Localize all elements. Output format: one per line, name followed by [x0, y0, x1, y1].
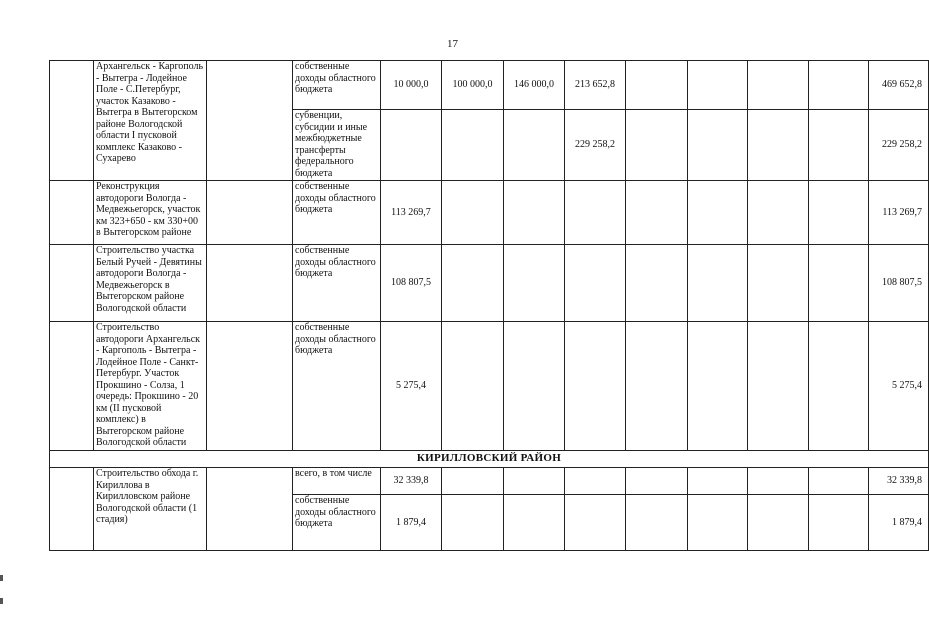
- row-number-cell: [50, 181, 94, 245]
- empty-cell: [688, 110, 748, 181]
- row-number-cell: [50, 468, 94, 551]
- blank-cell: [207, 61, 293, 181]
- empty-cell: [442, 110, 504, 181]
- value-cell: 1 879,4: [381, 495, 442, 551]
- scan-edge-mark: [0, 598, 3, 604]
- funding-source-cell: собственные доходы областного бюджета: [293, 61, 381, 110]
- total-cell: 1 879,4: [869, 495, 929, 551]
- empty-cell: [565, 181, 626, 245]
- empty-cell: [688, 61, 748, 110]
- scan-edge-mark: [0, 575, 3, 581]
- empty-cell: [504, 245, 565, 322]
- funding-source-cell: собственные доходы областного бюджета: [293, 322, 381, 451]
- empty-cell: [688, 322, 748, 451]
- value-cell: 100 000,0: [442, 61, 504, 110]
- empty-cell: [688, 181, 748, 245]
- empty-cell: [809, 495, 869, 551]
- empty-cell: [442, 495, 504, 551]
- funding-source-cell: собственные доходы областного бюджета: [293, 495, 381, 551]
- total-cell: 229 258,2: [869, 110, 929, 181]
- row-number-cell: [50, 61, 94, 181]
- empty-cell: [504, 181, 565, 245]
- funding-source-cell: собственные доходы областного бюджета: [293, 181, 381, 245]
- funding-source-cell: субвенции, субсидии и иные межбюджетные трансферты федерального бюджета: [293, 110, 381, 181]
- total-cell: 113 269,7: [869, 181, 929, 245]
- row-number-cell: [50, 245, 94, 322]
- table-row: [50, 468, 929, 495]
- budget-table: [49, 60, 929, 551]
- empty-cell: [381, 110, 442, 181]
- empty-cell: [626, 181, 688, 245]
- empty-cell: [809, 322, 869, 451]
- value-cell: 213 652,8: [565, 61, 626, 110]
- empty-cell: [809, 61, 869, 110]
- empty-cell: [442, 181, 504, 245]
- empty-cell: [748, 181, 809, 245]
- object-name-cell: Реконструкция автодороги Вологда - Медвежьегорск, участок км 323+650 - км 330+00 в Вытегорском районе: [94, 181, 207, 245]
- total-cell: 108 807,5: [869, 245, 929, 322]
- total-cell: 5 275,4: [869, 322, 929, 451]
- table-row: [50, 322, 929, 451]
- object-name-cell: Строительство обхода г. Кириллова в Кирилловском районе Вологодской области (1 стадия): [94, 468, 207, 551]
- empty-cell: [626, 468, 688, 495]
- value-cell: 229 258,2: [565, 110, 626, 181]
- empty-cell: [809, 110, 869, 181]
- empty-cell: [748, 495, 809, 551]
- empty-cell: [809, 468, 869, 495]
- funding-source-cell: собственные доходы областного бюджета: [293, 245, 381, 322]
- empty-cell: [504, 495, 565, 551]
- funding-source-cell: всего, в том числе: [293, 468, 381, 495]
- empty-cell: [504, 322, 565, 451]
- empty-cell: [565, 322, 626, 451]
- empty-cell: [626, 110, 688, 181]
- empty-cell: [565, 245, 626, 322]
- section-title: КИРИЛЛОВСКИЙ РАЙОН: [50, 451, 929, 468]
- blank-cell: [207, 181, 293, 245]
- object-name-cell: Архангельск - Каргополь - Вытегра - Лодейное Поле - С.Петербург, участок Казаково - Вытегра в Вытегорском районе Вологодской области I пусковой комплекс Казаково - Сухарево: [94, 61, 207, 181]
- empty-cell: [688, 245, 748, 322]
- table-row: [50, 181, 929, 245]
- empty-cell: [809, 245, 869, 322]
- empty-cell: [688, 495, 748, 551]
- empty-cell: [809, 181, 869, 245]
- empty-cell: [748, 245, 809, 322]
- empty-cell: [442, 322, 504, 451]
- empty-cell: [565, 495, 626, 551]
- page-number: 17: [447, 38, 458, 50]
- value-cell: 146 000,0: [504, 61, 565, 110]
- empty-cell: [748, 61, 809, 110]
- total-cell: 32 339,8: [869, 468, 929, 495]
- empty-cell: [442, 245, 504, 322]
- empty-cell: [565, 468, 626, 495]
- empty-cell: [504, 468, 565, 495]
- table-row: [50, 61, 929, 110]
- value-cell: 10 000,0: [381, 61, 442, 110]
- empty-cell: [626, 322, 688, 451]
- empty-cell: [748, 468, 809, 495]
- empty-cell: [626, 495, 688, 551]
- empty-cell: [748, 322, 809, 451]
- empty-cell: [626, 245, 688, 322]
- row-number-cell: [50, 322, 94, 451]
- blank-cell: [207, 322, 293, 451]
- blank-cell: [207, 245, 293, 322]
- value-cell: 108 807,5: [381, 245, 442, 322]
- empty-cell: [748, 110, 809, 181]
- value-cell: 113 269,7: [381, 181, 442, 245]
- table-row: [50, 245, 929, 322]
- empty-cell: [688, 468, 748, 495]
- value-cell: 5 275,4: [381, 322, 442, 451]
- object-name-cell: Строительство автодороги Архангельск - Каргополь - Вытегра - Лодейное Поле - Санкт-Петербург. Участок Прокшино - Солза, 1 очередь: Прокшино - 20 км (II пусковой комплекс) в Вытегорском районе Вологодской области: [94, 322, 207, 451]
- value-cell: 32 339,8: [381, 468, 442, 495]
- empty-cell: [626, 61, 688, 110]
- empty-cell: [504, 110, 565, 181]
- object-name-cell: Строительство участка Белый Ручей - Девятины автодороги Вологда - Медвежьегорск в Вытегорском районе Вологодской области: [94, 245, 207, 322]
- section-header-row: [50, 451, 929, 468]
- blank-cell: [207, 468, 293, 551]
- total-cell: 469 652,8: [869, 61, 929, 110]
- empty-cell: [442, 468, 504, 495]
